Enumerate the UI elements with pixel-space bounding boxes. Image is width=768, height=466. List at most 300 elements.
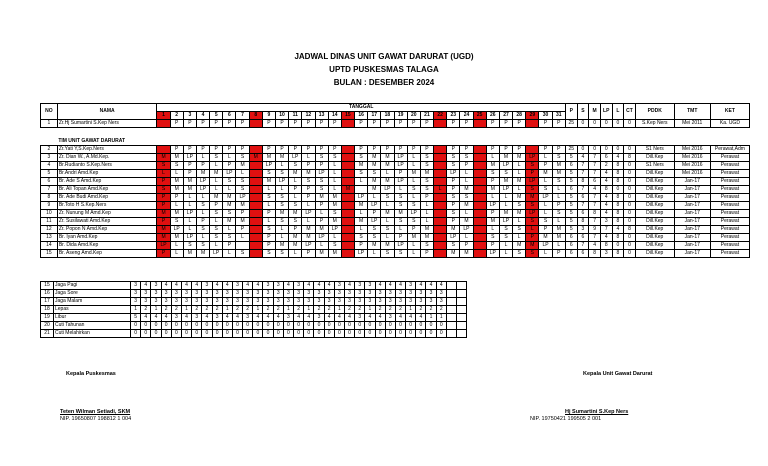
- shift-cell: LP: [196, 186, 209, 194]
- day-header: 4: [196, 112, 209, 120]
- shift-cell: S: [447, 242, 460, 250]
- summary-value: 0: [385, 330, 395, 338]
- shift-cell: P: [552, 146, 565, 154]
- shift-cell: LP: [355, 250, 368, 258]
- row-name: Br. Ade Budi Amd.Kep: [57, 194, 157, 202]
- shift-cell: S: [552, 154, 565, 162]
- row-name: Zr. Dian W., A.Md.Kep.: [57, 154, 157, 162]
- shift-cell: L: [210, 218, 223, 226]
- summary-row: [41, 282, 467, 290]
- shift-cell: L: [262, 218, 275, 226]
- summary-value: 2: [212, 306, 222, 314]
- shift-cell: S: [539, 218, 552, 226]
- summary-label: Lepas: [54, 306, 131, 314]
- shift-cell: P: [486, 120, 499, 128]
- shift-cell: L: [513, 218, 526, 226]
- shift-cell: L: [196, 194, 209, 202]
- shift-cell: M: [236, 218, 249, 226]
- summary-value: 0: [355, 330, 365, 338]
- shift-cell: S: [223, 234, 236, 242]
- shift-cell: M: [170, 186, 183, 194]
- shift-cell: [434, 250, 447, 258]
- summary-label: Libur: [54, 314, 131, 322]
- shift-cell: L: [275, 162, 288, 170]
- shift-cell: S: [157, 162, 170, 170]
- summary-value: 3: [283, 314, 293, 322]
- summary-value: 4: [395, 314, 405, 322]
- summary-value: 3: [355, 314, 365, 322]
- shift-cell: M: [262, 178, 275, 186]
- row-tmt: Jan-17: [674, 186, 710, 194]
- shift-cell: L: [275, 234, 288, 242]
- table-row: [41, 194, 750, 202]
- shift-cell: S: [302, 178, 315, 186]
- shift-cell: P: [460, 162, 473, 170]
- shift-cell: L: [539, 202, 552, 210]
- header-row: [41, 104, 750, 112]
- day-header: 6: [223, 112, 236, 120]
- summary-value: 3: [273, 298, 283, 306]
- shift-cell: [249, 242, 262, 250]
- shift-cell: S: [460, 194, 473, 202]
- row-name: Zr. Nunung M Amd.Kep: [57, 210, 157, 218]
- shift-cell: M: [539, 234, 552, 242]
- total-cell: 7: [577, 242, 589, 250]
- shift-cell: M: [302, 170, 315, 178]
- shift-cell: L: [539, 250, 552, 258]
- shift-cell: M: [275, 154, 288, 162]
- shift-cell: L: [170, 170, 183, 178]
- shift-cell: L: [302, 218, 315, 226]
- shift-cell: M: [302, 226, 315, 234]
- summary-row: [41, 298, 467, 306]
- total-cell: 5: [565, 154, 577, 162]
- shift-cell: P: [157, 218, 170, 226]
- shift-cell: M: [486, 186, 499, 194]
- shift-cell: L: [355, 178, 368, 186]
- table-row: [41, 202, 750, 210]
- summary-label: Jaga Sore: [54, 290, 131, 298]
- shift-cell: M: [552, 226, 565, 234]
- shift-cell: M: [513, 210, 526, 218]
- day-header: 29: [526, 112, 539, 120]
- total-cell: 8: [612, 250, 624, 258]
- shift-cell: M: [157, 234, 170, 242]
- shift-cell: S: [236, 178, 249, 186]
- summary-value: 0: [304, 322, 314, 330]
- summary-value: 4: [395, 282, 405, 290]
- shift-cell: L: [513, 234, 526, 242]
- shift-cell: M: [170, 210, 183, 218]
- total-cell: 6: [577, 210, 589, 218]
- col-header-ct: CT: [624, 104, 636, 120]
- shift-cell: P: [420, 194, 433, 202]
- shift-cell: P: [302, 194, 315, 202]
- shift-cell: M: [249, 154, 262, 162]
- summary-empty: [446, 314, 456, 322]
- shift-cell: M: [447, 250, 460, 258]
- row-ket: Perawat: [710, 226, 749, 234]
- summary-value: 4: [232, 314, 242, 322]
- summary-value: 1: [253, 306, 263, 314]
- table-row: [41, 226, 750, 234]
- shift-cell: S: [210, 154, 223, 162]
- summary-value: 3: [406, 298, 416, 306]
- summary-value: 4: [243, 282, 253, 290]
- day-header: 24: [460, 112, 473, 120]
- shift-cell: M: [381, 242, 394, 250]
- shift-cell: L: [368, 250, 381, 258]
- shift-cell: M: [289, 242, 302, 250]
- shift-cell: M: [210, 194, 223, 202]
- row-pddk: Dill.Kep: [635, 186, 674, 194]
- summary-value: 3: [243, 314, 253, 322]
- summary-value: 2: [141, 306, 151, 314]
- shift-cell: L: [289, 194, 302, 202]
- shift-cell: P: [196, 146, 209, 154]
- shift-cell: [157, 120, 170, 128]
- shift-cell: P: [223, 120, 236, 128]
- summary-value: 3: [192, 290, 202, 298]
- summary-value: 3: [171, 298, 181, 306]
- total-cell: 3: [577, 226, 589, 234]
- shift-cell: [434, 146, 447, 154]
- summary-value: 0: [192, 330, 202, 338]
- shift-cell: L: [407, 194, 420, 202]
- shift-cell: S: [420, 178, 433, 186]
- row-tmt: Mei 2016: [674, 146, 710, 154]
- shift-cell: M: [513, 242, 526, 250]
- summary-value: 0: [406, 330, 416, 338]
- shift-cell: L: [434, 186, 447, 194]
- shift-cell: L: [223, 226, 236, 234]
- shift-cell: P: [447, 202, 460, 210]
- day-header: 9: [262, 112, 275, 120]
- shift-cell: LP: [368, 202, 381, 210]
- col-header-pddk: PDDK: [635, 104, 674, 120]
- summary-value: 2: [263, 306, 273, 314]
- shift-cell: M: [420, 234, 433, 242]
- row-pddk: Dill.Kep: [635, 234, 674, 242]
- summary-value: 3: [314, 298, 324, 306]
- day-header: 30: [539, 112, 552, 120]
- summary-value: 2: [192, 306, 202, 314]
- total-cell: 6: [565, 162, 577, 170]
- shift-cell: M: [486, 218, 499, 226]
- shift-cell: L: [328, 170, 341, 178]
- shift-cell: [249, 226, 262, 234]
- shift-cell: [473, 186, 486, 194]
- summary-empty: [446, 290, 456, 298]
- summary-value: 0: [283, 330, 293, 338]
- total-cell: 7: [577, 170, 589, 178]
- shift-cell: M: [355, 162, 368, 170]
- summary-value: 0: [344, 322, 354, 330]
- summary-row: [41, 290, 467, 298]
- total-cell: 5: [565, 210, 577, 218]
- shift-cell: M: [289, 234, 302, 242]
- row-pddk: Dill.Kep: [635, 210, 674, 218]
- summary-value: 0: [314, 322, 324, 330]
- summary-value: 3: [263, 290, 273, 298]
- total-cell: 7: [589, 218, 601, 226]
- shift-cell: M: [183, 178, 196, 186]
- page-title: JADWAL DINAS UNIT GAWAT DARURAT (UGD): [294, 52, 474, 61]
- shift-cell: L: [486, 226, 499, 234]
- summary-value: 4: [202, 314, 212, 322]
- total-cell: 0: [624, 162, 636, 170]
- summary-value: 2: [375, 306, 385, 314]
- summary-value: 3: [181, 290, 191, 298]
- spacer: [41, 128, 750, 139]
- summary-value: 3: [385, 290, 395, 298]
- shift-cell: S: [526, 218, 539, 226]
- shift-cell: M: [170, 154, 183, 162]
- shift-cell: P: [486, 210, 499, 218]
- shift-cell: L: [262, 202, 275, 210]
- row-tmt: Jan-17: [674, 250, 710, 258]
- row-tmt: Mei 2011: [674, 120, 710, 128]
- shift-cell: S: [262, 194, 275, 202]
- row-tmt: Jan-17: [674, 234, 710, 242]
- shift-cell: M: [460, 186, 473, 194]
- total-cell: 5: [565, 170, 577, 178]
- shift-cell: M: [236, 162, 249, 170]
- table-row: [41, 218, 750, 226]
- summary-value: 4: [324, 314, 334, 322]
- shift-cell: S: [447, 194, 460, 202]
- shift-cell: S: [368, 234, 381, 242]
- shift-cell: S: [394, 202, 407, 210]
- total-cell: 0: [600, 146, 612, 154]
- shift-cell: S: [460, 154, 473, 162]
- row-tmt: Mei 2016: [674, 162, 710, 170]
- row-pddk: Dill.Kep: [635, 226, 674, 234]
- shift-cell: LP: [262, 162, 275, 170]
- shift-cell: S: [275, 218, 288, 226]
- shift-cell: P: [157, 194, 170, 202]
- table-row: [41, 170, 750, 178]
- day-header: 1: [157, 112, 170, 120]
- shift-cell: LP: [381, 186, 394, 194]
- shift-cell: LP: [223, 170, 236, 178]
- shift-cell: P: [407, 120, 420, 128]
- summary-no: 20: [41, 322, 54, 330]
- shift-cell: M: [196, 170, 209, 178]
- total-cell: 0: [624, 194, 636, 202]
- summary-empty: [446, 322, 456, 330]
- shift-cell: [249, 170, 262, 178]
- shift-cell: P: [447, 120, 460, 128]
- total-cell: 8: [612, 234, 624, 242]
- summary-value: 4: [304, 282, 314, 290]
- total-cell: 8: [600, 242, 612, 250]
- shift-cell: P: [236, 146, 249, 154]
- shift-cell: [526, 120, 539, 128]
- shift-cell: P: [499, 146, 512, 154]
- shift-cell: S: [407, 218, 420, 226]
- shift-cell: P: [262, 234, 275, 242]
- summary-value: 2: [355, 306, 365, 314]
- summary-label: Cuti Tahunan: [54, 322, 131, 330]
- shift-cell: P: [368, 146, 381, 154]
- shift-cell: S: [513, 250, 526, 258]
- shift-cell: P: [420, 146, 433, 154]
- summary-value: 3: [131, 298, 141, 306]
- shift-cell: P: [183, 120, 196, 128]
- total-cell: 7: [589, 162, 601, 170]
- shift-cell: M: [552, 234, 565, 242]
- shift-cell: P: [381, 146, 394, 154]
- shift-cell: M: [355, 218, 368, 226]
- shift-cell: M: [328, 194, 341, 202]
- shift-cell: [249, 162, 262, 170]
- total-cell: 0: [624, 250, 636, 258]
- summary-value: 0: [243, 322, 253, 330]
- summary-table: [40, 281, 467, 338]
- shift-cell: P: [196, 120, 209, 128]
- shift-cell: M: [328, 218, 341, 226]
- row-tmt: Mei 2016: [674, 154, 710, 162]
- shift-cell: M: [341, 186, 354, 194]
- shift-cell: P: [526, 234, 539, 242]
- summary-value: 4: [385, 282, 395, 290]
- shift-cell: P: [196, 162, 209, 170]
- shift-cell: S: [275, 194, 288, 202]
- summary-empty: [457, 330, 467, 338]
- shift-cell: L: [223, 250, 236, 258]
- summary-value: 4: [375, 314, 385, 322]
- shift-cell: [434, 120, 447, 128]
- row-tmt: Jan-17: [674, 210, 710, 218]
- shift-cell: P: [315, 162, 328, 170]
- summary-value: 3: [283, 290, 293, 298]
- shift-cell: P: [355, 242, 368, 250]
- summary-no: 21: [41, 330, 54, 338]
- summary-value: 0: [151, 322, 161, 330]
- shift-cell: S: [183, 242, 196, 250]
- shift-cell: P: [552, 120, 565, 128]
- total-cell: 8: [612, 210, 624, 218]
- summary-value: 4: [344, 282, 354, 290]
- shift-cell: LP: [196, 178, 209, 186]
- summary-value: 3: [416, 290, 426, 298]
- shift-cell: LP: [289, 154, 302, 162]
- total-cell: 7: [589, 202, 601, 210]
- summary-value: 4: [334, 314, 344, 322]
- shift-cell: M: [499, 154, 512, 162]
- shift-cell: L: [196, 210, 209, 218]
- shift-cell: P: [275, 120, 288, 128]
- summary-label: Jaga Pagi: [54, 282, 131, 290]
- shift-cell: L: [275, 226, 288, 234]
- shift-cell: [249, 194, 262, 202]
- summary-value: 3: [406, 290, 416, 298]
- shift-cell: P: [460, 242, 473, 250]
- row-no: 4: [41, 162, 58, 170]
- total-cell: 4: [600, 178, 612, 186]
- col-header-tanggal: TANGGAL: [157, 104, 566, 112]
- shift-cell: L: [170, 250, 183, 258]
- shift-cell: S: [368, 170, 381, 178]
- shift-cell: LP: [302, 242, 315, 250]
- shift-cell: S: [315, 186, 328, 194]
- summary-empty: [446, 282, 456, 290]
- summary-value: 5: [131, 314, 141, 322]
- shift-cell: P: [460, 120, 473, 128]
- summary-value: 3: [151, 282, 161, 290]
- shift-cell: S: [499, 170, 512, 178]
- day-header: 27: [499, 112, 512, 120]
- shift-cell: [434, 170, 447, 178]
- shift-cell: S: [289, 162, 302, 170]
- total-cell: 4: [589, 242, 601, 250]
- total-cell: 8: [612, 218, 624, 226]
- summary-value: 3: [283, 298, 293, 306]
- shift-cell: S: [447, 210, 460, 218]
- shift-cell: M: [328, 202, 341, 210]
- summary-value: 0: [151, 330, 161, 338]
- shift-cell: L: [275, 186, 288, 194]
- summary-value: 0: [334, 330, 344, 338]
- total-cell: 7: [577, 202, 589, 210]
- summary-value: 3: [151, 290, 161, 298]
- summary-value: 3: [436, 290, 446, 298]
- summary-value: 4: [416, 314, 426, 322]
- summary-value: 0: [212, 330, 222, 338]
- summary-value: 4: [314, 282, 324, 290]
- shift-cell: P: [526, 170, 539, 178]
- shift-cell: P: [170, 146, 183, 154]
- row-pddk: Dill.Kep: [635, 218, 674, 226]
- shift-cell: L: [460, 210, 473, 218]
- total-cell: 0: [612, 242, 624, 250]
- summary-value: 2: [161, 306, 171, 314]
- summary-value: 4: [344, 314, 354, 322]
- day-header: 23: [447, 112, 460, 120]
- total-cell: 6: [577, 250, 589, 258]
- total-cell: 0: [624, 170, 636, 178]
- shift-cell: P: [539, 226, 552, 234]
- shift-cell: [341, 178, 354, 186]
- shift-cell: [473, 178, 486, 186]
- shift-cell: S: [513, 226, 526, 234]
- shift-cell: [434, 210, 447, 218]
- shift-cell: P: [236, 226, 249, 234]
- shift-cell: M: [262, 154, 275, 162]
- shift-cell: S: [513, 202, 526, 210]
- total-cell: 5: [565, 178, 577, 186]
- summary-no: 16: [41, 290, 54, 298]
- shift-cell: [473, 218, 486, 226]
- shift-cell: L: [552, 186, 565, 194]
- shift-cell: L: [289, 178, 302, 186]
- summary-value: 3: [131, 282, 141, 290]
- total-cell: 7: [577, 162, 589, 170]
- shift-cell: LP: [486, 250, 499, 258]
- total-cell: 6: [565, 186, 577, 194]
- right-signature-title: Kepala Unit Gawat Darurat: [583, 371, 653, 377]
- shift-cell: S: [420, 242, 433, 250]
- summary-empty: [457, 298, 467, 306]
- row-ket: Perawat: [710, 210, 749, 218]
- total-cell: 4: [600, 234, 612, 242]
- summary-value: 1: [131, 306, 141, 314]
- total-cell: 8: [612, 202, 624, 210]
- summary-value: 4: [283, 282, 293, 290]
- row-no: 3: [41, 154, 58, 162]
- total-cell: 6: [577, 194, 589, 202]
